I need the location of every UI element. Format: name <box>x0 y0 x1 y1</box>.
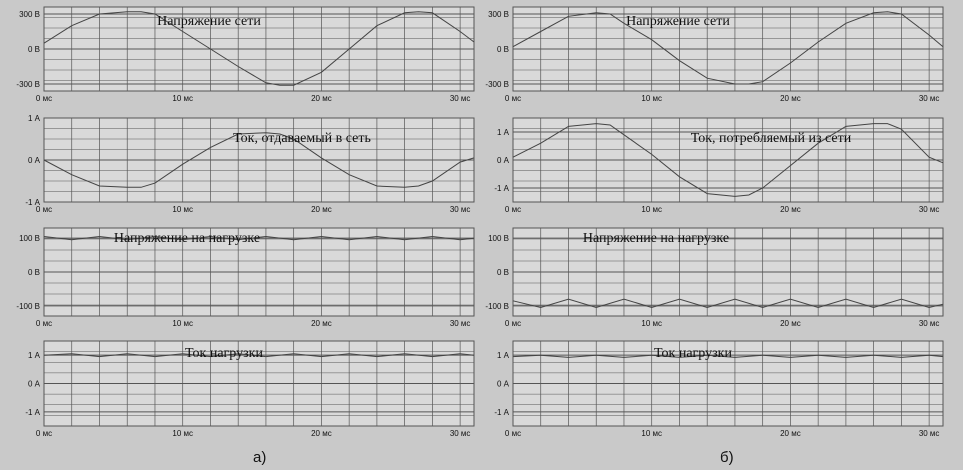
y-tick-label: 300 В <box>19 10 40 19</box>
y-tick-label: 0 А <box>496 156 509 165</box>
x-tick-label: 30 мс <box>918 319 940 328</box>
chart-title: Напряжение на нагрузке <box>582 231 730 246</box>
x-tick-label: 30 мс <box>918 94 940 103</box>
x-tick-label: 30 мс <box>449 429 471 438</box>
y-tick-label: 300 В <box>488 10 509 19</box>
x-tick-label: 20 мс <box>311 205 332 214</box>
x-tick-label: 10 мс <box>641 94 663 103</box>
chart-title: Напряжение сети <box>157 14 261 29</box>
x-tick-label: 20 мс <box>780 94 801 103</box>
x-tick-label: 10 мс <box>172 94 194 103</box>
x-tick-label: 20 мс <box>780 319 801 328</box>
x-tick-label: 10 мс <box>641 429 663 438</box>
y-tick-label: -1 А <box>25 407 40 417</box>
caption-right: б) <box>720 449 734 466</box>
x-tick-label: 10 мс <box>641 319 663 328</box>
x-tick-label: 0 мс <box>504 429 522 438</box>
x-tick-label: 30 мс <box>918 205 940 214</box>
y-tick-label: 0 В <box>496 268 509 277</box>
x-tick-label: 0 мс <box>504 319 522 328</box>
y-tick-label: 1 А <box>27 114 40 123</box>
x-tick-label: 30 мс <box>449 319 471 328</box>
x-tick-label: 10 мс <box>641 205 663 214</box>
x-tick-label: 0 мс <box>35 319 53 328</box>
y-tick-label: -300 В <box>16 80 40 89</box>
x-tick-label: 10 мс <box>172 429 194 438</box>
y-tick-label: -100 В <box>485 301 509 311</box>
y-tick-label: 0 В <box>27 268 40 277</box>
y-tick-label: 100 В <box>19 234 40 244</box>
y-tick-label: -1 А <box>25 198 40 207</box>
x-tick-label: 10 мс <box>172 205 194 214</box>
caption-left: а) <box>253 449 267 466</box>
x-tick-label: 30 мс <box>918 429 940 438</box>
y-tick-label: -300 В <box>485 80 509 89</box>
chart-title: Напряжение сети <box>626 14 730 29</box>
x-tick-label: 0 мс <box>504 94 522 103</box>
x-tick-label: 30 мс <box>449 205 471 214</box>
chart-title: Ток, потребляемый из сети <box>690 131 852 146</box>
x-tick-label: 20 мс <box>311 429 332 438</box>
chart-title: Ток, отдаваемый в сеть <box>233 131 371 146</box>
x-tick-label: 0 мс <box>35 94 53 103</box>
y-tick-label: 0 А <box>27 379 40 389</box>
y-tick-label: 0 В <box>27 45 40 54</box>
y-tick-label: 1 А <box>496 128 509 137</box>
y-tick-label: 1 А <box>496 351 509 361</box>
y-tick-label: 0 В <box>496 45 509 54</box>
y-tick-label: 0 А <box>27 156 40 165</box>
y-tick-label: 1 А <box>27 351 40 361</box>
x-tick-label: 30 мс <box>449 94 471 103</box>
x-tick-label: 0 мс <box>504 205 522 214</box>
y-tick-label: -1 А <box>494 407 509 417</box>
x-tick-label: 0 мс <box>35 429 53 438</box>
x-tick-label: 20 мс <box>311 94 332 103</box>
x-tick-label: 0 мс <box>35 205 53 214</box>
y-tick-label: 0 А <box>496 379 509 389</box>
y-tick-label: -100 В <box>16 301 40 311</box>
y-tick-label: -1 А <box>494 184 509 193</box>
y-tick-label: 100 В <box>488 234 509 244</box>
chart-title: Напряжение на нагрузке <box>113 231 261 246</box>
chart-title: Ток нагрузки <box>654 346 732 361</box>
x-tick-label: 10 мс <box>172 319 194 328</box>
x-tick-label: 20 мс <box>311 319 332 328</box>
chart-title: Ток нагрузки <box>185 346 263 361</box>
x-tick-label: 20 мс <box>780 429 801 438</box>
x-tick-label: 20 мс <box>780 205 801 214</box>
